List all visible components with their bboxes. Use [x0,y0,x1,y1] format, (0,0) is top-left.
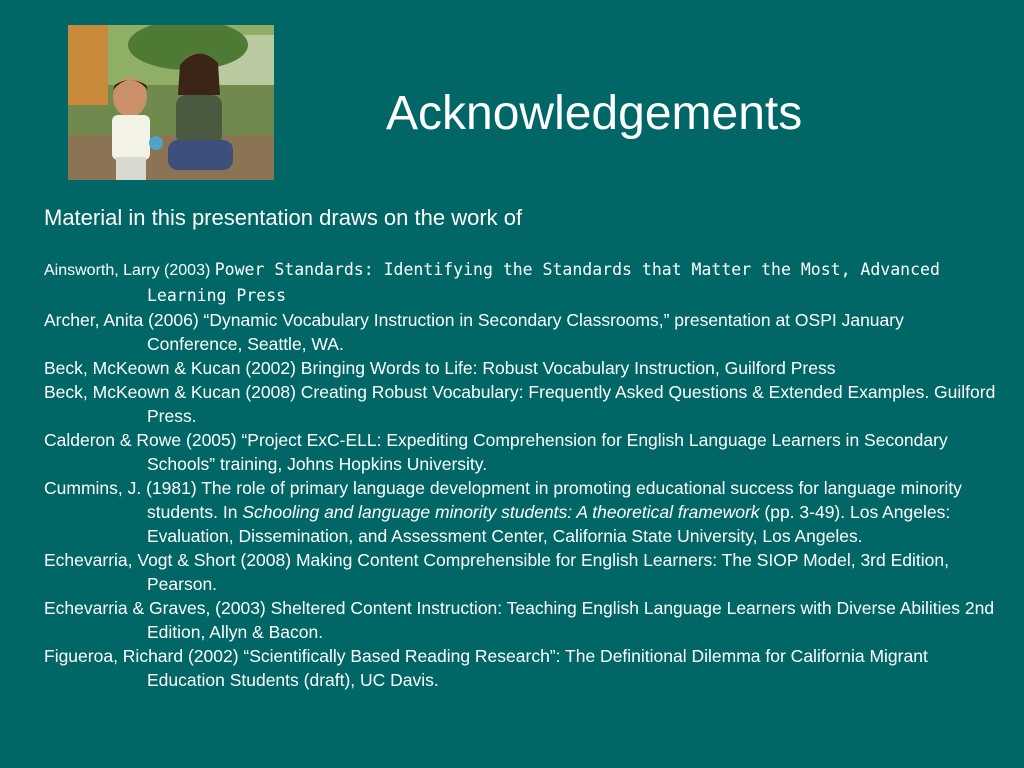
reference-item: Figueroa, Richard (2002) “Scientifically Based Reading Research”: The Definitional Dilemma for California Migrant Education Students (draft), UC Davis. [44,646,928,690]
intro-text: Material in this presentation draws on the work of [44,205,523,230]
reference-item: Echevarria, Vogt & Short (2008) Making Content Comprehensible for English Learners: The SIOP Model, 3rd Edition, Pearson. [44,550,949,594]
reference-item: Ainsworth, Larry (2003) Power Standards: Identifying the Standards that Matter the Most, Advanced Learning Press [44,260,940,305]
reference-item: Calderon & Rowe (2005) “Project ExC-ELL: Expediting Comprehension for English Language Learners in Secondary Schools” training, Johns Hopkins University. [44,430,948,474]
reference-item: Beck, McKeown & Kucan (2002) Bringing Words to Life: Robust Vocabulary Instruction, Guilford Press [44,358,836,378]
reference-item: Echevarria & Graves, (2003) Sheltered Content Instruction: Teaching English Language Learners with Diverse Abilities 2nd Edition, Allyn & Bacon. [44,598,995,642]
reference-item: Beck, McKeown & Kucan (2008) Creating Robust Vocabulary: Frequently Asked Questions & Extended Examples. Guilford Press. [44,382,996,426]
photo-woman-and-child [68,25,274,180]
slide-title: Acknowledgements [386,87,803,140]
reference-item: Archer, Anita (2006) “Dynamic Vocabulary Instruction in Secondary Classrooms,” presentation at OSPI January Conference, Seattle, WA. [44,310,904,354]
reference-item: Cummins, J. (1981) The role of primary language development in promoting educational success for language minority students. In Schooling and language minority students: A theoretical framework (pp. 3-49). Los Angeles: Evaluation, Dissemination, and Assessment Center, California State University, Los Angeles. [44,478,962,546]
reference-list [44,257,1004,692]
